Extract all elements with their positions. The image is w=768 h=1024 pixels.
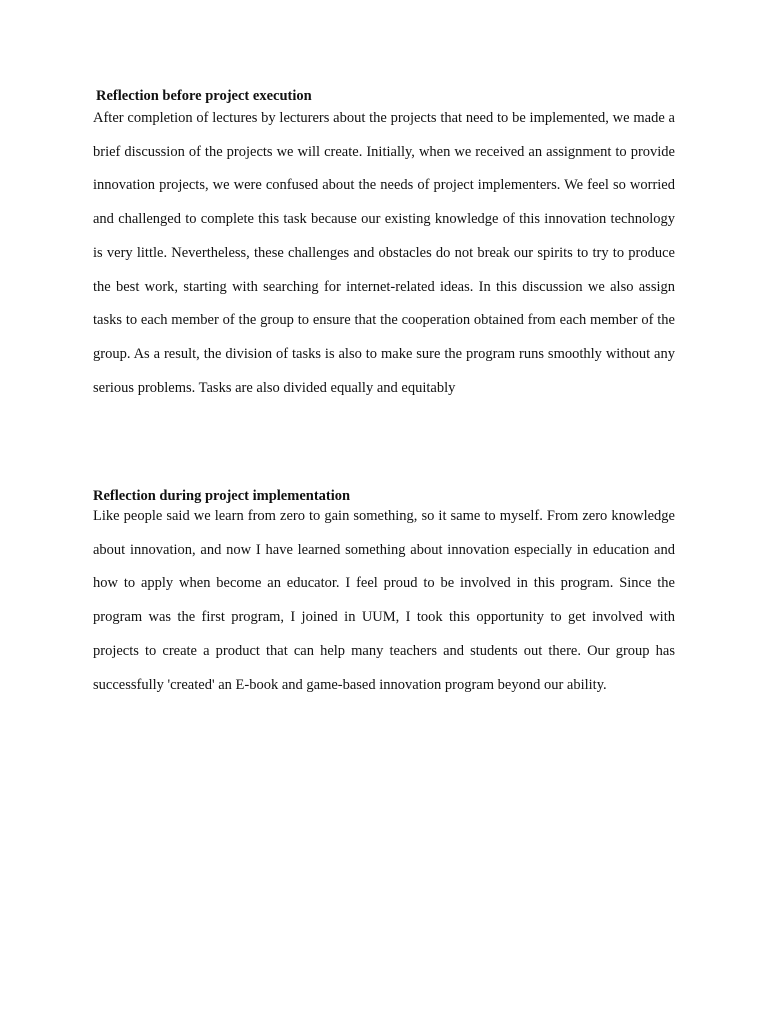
section-heading: Reflection during project implementation bbox=[93, 488, 351, 504]
section-reflection-before-execution bbox=[93, 86, 675, 405]
section-paragraph: Like people said we learn from zero to gain something, so it same to myself. From zero knowledge about innovation, and now I have learned something about innovation especially in education and how to apply when become an educator. I feel proud to be involved in this program. Since the program was the first program, I joined in UUM, I took this opportunity to get involved with projects to create a product that can help many teachers and students out there. Our group has successfully 'created' an E-book and game-based innovation program beyond our ability. bbox=[93, 508, 675, 693]
section-reflection-during-implementation bbox=[93, 486, 675, 702]
section-heading: Reflection before project execution bbox=[96, 88, 312, 104]
section-paragraph: After completion of lectures by lecturers about the projects that need to be implemented, we made a brief discussion of the projects we will create. Initially, when we received an assignment to provide innovation projects, we were confused about the needs of project implementers. We feel so worried and challenged to complete this task because our existing knowledge of this innovation technology is very little. Nevertheless, these challenges and obstacles do not break our spirits to try to produce the best work, starting with searching for internet-related ideas. In this discussion we also assign tasks to each member of the group to ensure that the cooperation obtained from each member of the group. As a result, the division of tasks is also to make sure the program runs smoothly without any serious problems. Tasks are also divided equally and equitably bbox=[93, 110, 675, 396]
